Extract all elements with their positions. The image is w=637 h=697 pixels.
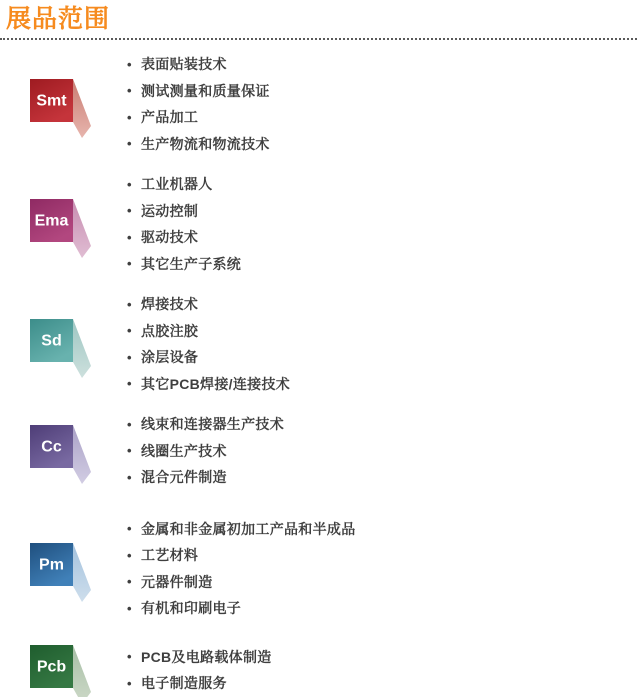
exhibit-item [127,516,356,543]
exhibit-item-label: 其它生产子系统 [141,255,242,272]
exhibit-item [127,104,270,131]
exhibit-item-label: 工艺材料 [141,547,199,564]
exhibit-item-label: 线束和连接器生产技术 [141,416,284,433]
exhibit-item-label: 运动控制 [141,202,199,219]
exhibit-item-label: 金属和非金属初加工产品和半成品 [141,520,356,537]
exhibit-item [127,171,241,198]
exhibit-item [127,438,284,465]
exhibit-item-label: 混合元件制造 [141,469,227,486]
category-ribbon-badge [30,543,93,604]
exhibit-item [127,670,272,697]
category-ribbon-badge [30,645,93,697]
exhibit-item-label: 涂层设备 [141,349,199,366]
bullet-icon: • [127,229,132,245]
bullet-icon: • [127,323,132,339]
bullet-icon: • [127,203,132,219]
exhibit-item [127,291,290,318]
bullet-icon: • [127,649,132,665]
category-section [0,640,637,697]
exhibit-item-label: 生产物流和物流技术 [141,135,270,152]
svg-text:Ema: Ema [34,212,69,229]
bullet-icon: • [127,349,132,365]
svg-text:Pm: Pm [39,556,64,574]
bullet-icon: • [127,574,132,590]
category-ribbon-badge [30,425,93,486]
category-section [0,291,637,397]
bullet-icon: • [127,521,132,537]
bullet-icon: • [127,136,132,152]
exhibit-item-label: PCB及电路载体制造 [141,648,272,665]
exhibit-item [127,78,270,105]
exhibit-item [127,595,356,622]
bullet-icon: • [127,443,132,459]
page-title: 展品范围 [6,5,111,33]
exhibit-item [127,51,270,78]
badge-column [0,420,127,481]
category-section [0,411,637,491]
exhibit-item [127,411,284,438]
svg-text:Sd: Sd [41,332,62,349]
badge-column [0,314,127,375]
exhibit-item [127,371,290,398]
badge-column [0,194,127,255]
bullet-icon: • [127,675,132,691]
bullet-icon: • [127,416,132,432]
badge-column [0,640,127,697]
exhibit-item [127,224,241,251]
bullet-icon: • [127,547,132,563]
exhibit-item-label: 电子制造服务 [141,675,227,692]
bullet-icon: • [127,600,132,616]
svg-text:Cc: Cc [41,438,62,456]
category-item-list [127,291,290,397]
badge-column [0,538,127,599]
svg-text:Pcb: Pcb [36,658,67,675]
exhibit-item-label: 其它PCB焊接/连接技术 [141,375,291,392]
exhibit-item [127,251,241,278]
bullet-icon: • [127,109,132,125]
category-section [0,516,637,622]
exhibit-item-label: 焊接技术 [141,296,199,313]
exhibit-item [127,644,272,671]
exhibit-item-label: 驱动技术 [141,229,199,246]
exhibit-item [127,318,290,345]
exhibit-item [127,464,284,491]
bullet-icon: • [127,176,132,192]
exhibit-item-label: 线圈生产技术 [141,442,227,459]
category-item-list [127,411,284,491]
category-item-list [127,171,241,277]
exhibit-item [127,198,241,225]
category-ribbon-badge [30,319,93,380]
exhibit-item-label: 有机和印刷电子 [141,600,242,617]
exhibit-item-label: 点胶注胶 [141,322,199,339]
category-item-list [127,644,272,697]
bullet-icon: • [127,256,132,272]
exhibit-item-label: 测试测量和质量保证 [141,82,270,99]
exhibit-item-label: 元器件制造 [141,573,213,590]
category-item-list [127,51,270,157]
exhibit-item [127,542,356,569]
exhibit-item-label: 表面贴装技术 [141,56,227,73]
exhibit-item [127,344,290,371]
category-section [0,51,637,157]
category-section [0,171,637,277]
exhibit-item [127,131,270,158]
svg-text:Smt: Smt [36,92,67,109]
badge-column [0,74,127,135]
exhibit-item-label: 产品加工 [141,109,199,126]
exhibit-item-label: 工业机器人 [141,176,213,193]
bullet-icon: • [127,376,132,392]
page-header [0,0,637,33]
bullet-icon: • [127,83,132,99]
category-ribbon-badge [30,79,93,140]
category-ribbon-badge [30,199,93,260]
bullet-icon: • [127,296,132,312]
bullet-icon: • [127,469,132,485]
category-list [0,40,637,697]
category-item-list [127,516,356,622]
exhibit-item [127,569,356,596]
bullet-icon: • [127,56,132,72]
